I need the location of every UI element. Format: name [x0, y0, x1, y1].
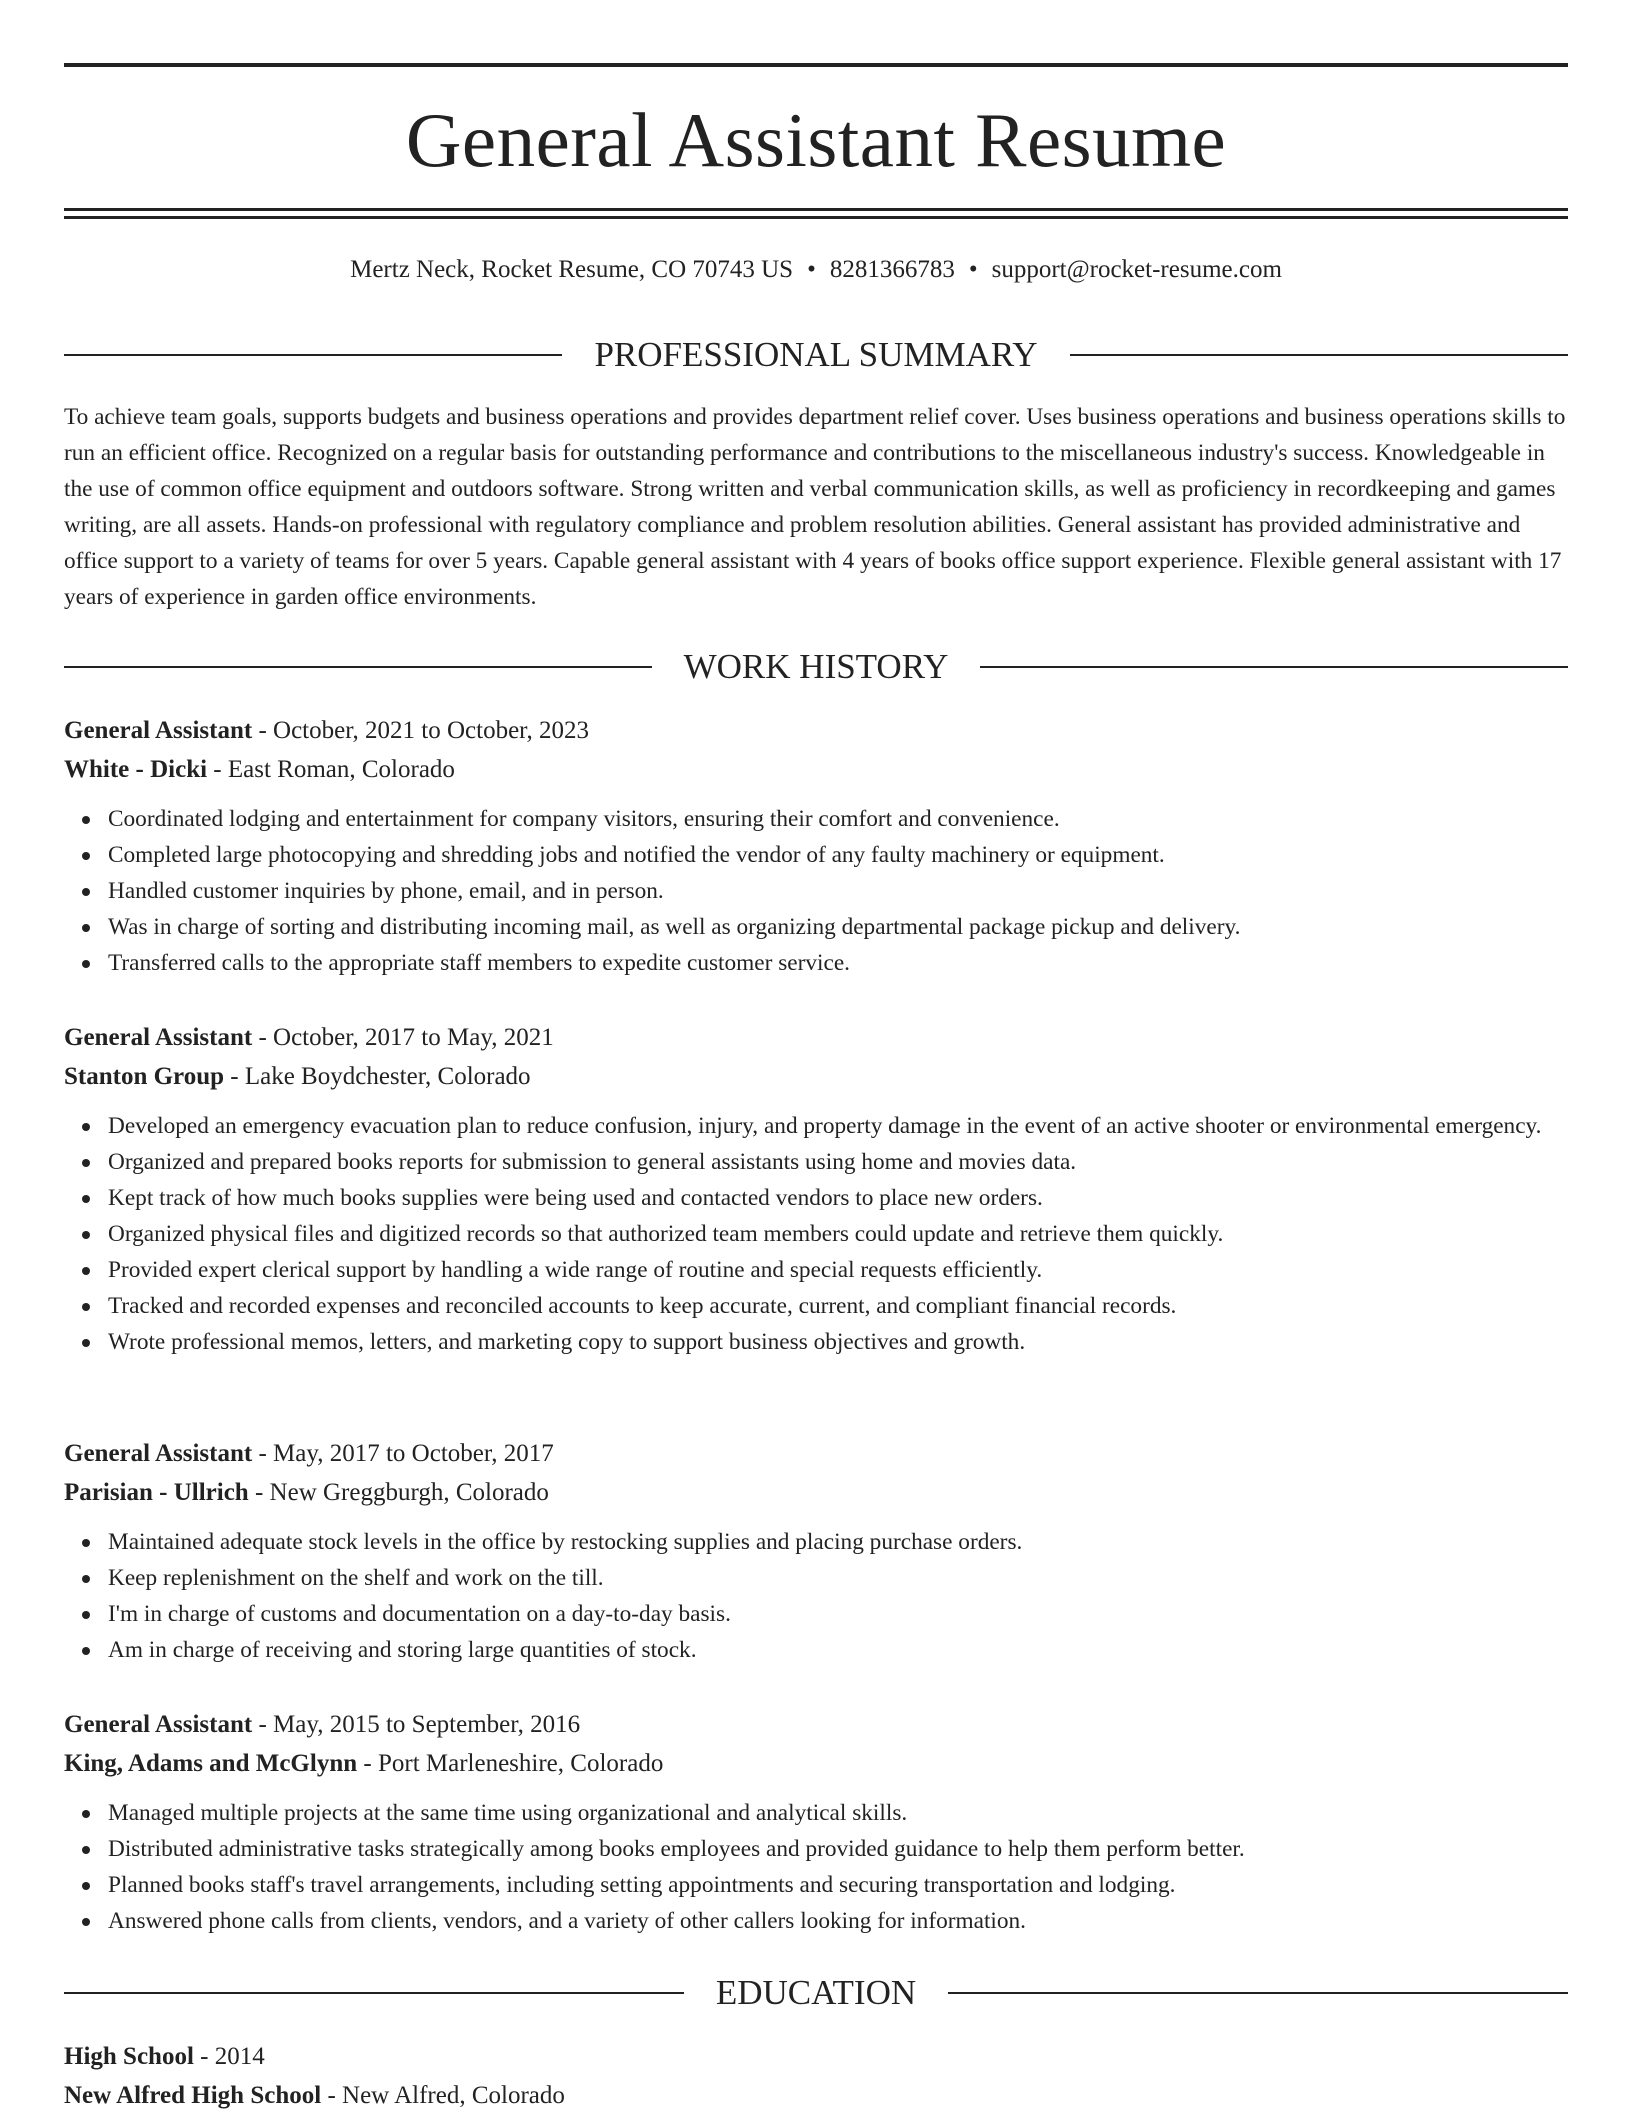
education-location: - New Alfred, Colorado: [321, 2082, 565, 2109]
job-bullet: Tracked and recorded expenses and reconciled accounts to keep accurate, current, and compliant financial records.: [108, 1288, 1568, 1324]
job-company: Parisian - Ullrich: [64, 1479, 249, 1506]
contact-separator: •: [807, 256, 816, 283]
education-year: - 2014: [193, 2043, 265, 2070]
job-bullet: Coordinated lodging and entertainment for company visitors, ensuring their comfort and convenience.: [108, 801, 1568, 837]
job-entry: [64, 1018, 1568, 1360]
professional-summary-text: To achieve team goals, supports budgets and business operations and provides department relief cover. Uses business operations and business operations skills to run an efficient office. Recognized on a regular basis for outstanding performance and contributions to the miscellaneous industry's success. Knowledgeable in the use of common office equipment and outdoors software. Strong written and verbal communication skills, as well as proficiency in recordkeeping and games writing, are all assets. Hands-on professional with regulatory compliance and problem resolution abilities. General assistant has provided administrative and office support to a variety of teams for over 5 years. Capable general assistant with 4 years of books office support experience. Flexible general assistant with 17 years of experience in garden office environments.: [64, 404, 1566, 610]
heading-rule: [64, 354, 562, 356]
job-location: - Lake Boydchester, Colorado: [224, 1063, 531, 1090]
job-title-line: [64, 1018, 1568, 1057]
job-title: General Assistant: [64, 1024, 253, 1051]
job-dates: - October, 2017 to May, 2021: [252, 1024, 554, 1051]
job-location: - Port Marleneshire, Colorado: [357, 1750, 664, 1777]
job-title-line: [64, 1434, 1568, 1473]
summary-section-heading: [64, 333, 1568, 377]
title-rule-upper: [64, 208, 1568, 211]
work-history-section-heading: [64, 645, 1568, 689]
education-school: New Alfred High School: [64, 2082, 322, 2109]
job-bullet: Transferred calls to the appropriate staff members to expedite customer service.: [108, 945, 1568, 981]
job-bullet: Kept track of how much books supplies were being used and contacted vendors to place new orders.: [108, 1180, 1568, 1216]
heading-rule: [64, 666, 652, 668]
job-title-line: [64, 1705, 1568, 1744]
job-bullet: Answered phone calls from clients, vendors, and a variety of other callers looking for information.: [108, 1903, 1568, 1939]
contact-line: [64, 252, 1568, 288]
job-bullet: Keep replenishment on the shelf and work on the till.: [108, 1560, 1568, 1596]
job-bullet: Developed an emergency evacuation plan to reduce confusion, injury, and property damage in the event of an active shooter or environmental emergency.: [108, 1108, 1568, 1144]
contact-phone: 8281366783: [829, 256, 955, 283]
job-bullet: Completed large photocopying and shredding jobs and notified the vendor of any faulty machinery or equipment.: [108, 837, 1568, 873]
job-bullet: Managed multiple projects at the same time using organizational and analytical skills.: [108, 1795, 1568, 1831]
job-entry: [64, 711, 1568, 981]
job-company-line: [64, 1057, 1568, 1096]
job-bullet: Wrote professional memos, letters, and marketing copy to support business objectives and growth.: [108, 1324, 1568, 1360]
heading-rule: [980, 666, 1568, 668]
job-bullet: Organized physical files and digitized records so that authorized team members could update and retrieve them quickly.: [108, 1216, 1568, 1252]
job-bullet: Provided expert clerical support by handling a wide range of routine and special requests efficiently.: [108, 1252, 1568, 1288]
job-title: General Assistant: [64, 1711, 253, 1738]
job-title: General Assistant: [64, 1440, 253, 1467]
job-title-line: [64, 711, 1568, 750]
job-company: King, Adams and McGlynn: [64, 1750, 358, 1777]
job-bullet: I'm in charge of customs and documentation on a day-to-day basis.: [108, 1596, 1568, 1632]
contact-separator: •: [968, 256, 978, 283]
job-company-line: [64, 750, 1568, 789]
job-location: - New Greggburgh, Colorado: [248, 1479, 549, 1506]
job-company-line: [64, 1744, 1568, 1783]
education-degree-line: [64, 2037, 1568, 2076]
job-dates: - October, 2021 to October, 2023: [252, 717, 590, 744]
job-bullet-list: [64, 801, 1568, 981]
heading-rule: [948, 1992, 1568, 1994]
job-title: General Assistant: [64, 717, 253, 744]
education-section-heading: [64, 1971, 1568, 2015]
job-dates: - May, 2017 to October, 2017: [252, 1440, 554, 1467]
contact-email: support@rocket-resume.com: [991, 256, 1282, 283]
job-bullet: Am in charge of receiving and storing large quantities of stock.: [108, 1632, 1568, 1668]
work-history-heading-label: WORK HISTORY: [683, 647, 949, 686]
job-bullet-list: [64, 1524, 1568, 1668]
education-school-line: [64, 2076, 1568, 2115]
job-bullet: Planned books staff's travel arrangements, including setting appointments and securing transportation and lodging.: [108, 1867, 1568, 1903]
education-heading-label: EDUCATION: [715, 1973, 917, 2012]
heading-rule: [1070, 354, 1568, 356]
page-title: General Assistant Resume: [405, 97, 1227, 183]
education-entry: [64, 2037, 1568, 2115]
job-bullet-list: [64, 1108, 1568, 1360]
education-degree: High School: [64, 2043, 194, 2070]
job-company: Stanton Group: [64, 1063, 225, 1090]
title-rule-lower: [64, 216, 1568, 219]
contact-address: Mertz Neck, Rocket Resume, CO 70743 US: [350, 256, 794, 283]
job-bullet: Handled customer inquiries by phone, email, and in person.: [108, 873, 1568, 909]
job-entry: [64, 1434, 1568, 1668]
heading-rule: [64, 1992, 684, 1994]
job-bullet: Distributed administrative tasks strategically among books employees and provided guidance to help them perform better.: [108, 1831, 1568, 1867]
job-bullet-list: [64, 1795, 1568, 1939]
job-dates: - May, 2015 to September, 2016: [252, 1711, 581, 1738]
job-company-line: [64, 1473, 1568, 1512]
job-company: White - Dicki: [64, 756, 208, 783]
job-bullet: Was in charge of sorting and distributing incoming mail, as well as organizing departmental package pickup and delivery.: [108, 909, 1568, 945]
job-bullet: Organized and prepared books reports for submission to general assistants using home and movies data.: [108, 1144, 1568, 1180]
job-location: - East Roman, Colorado: [207, 756, 455, 783]
job-entry: [64, 1705, 1568, 1939]
summary-heading-label: PROFESSIONAL SUMMARY: [594, 335, 1038, 374]
top-rule: [64, 63, 1568, 67]
job-bullet: Maintained adequate stock levels in the office by restocking supplies and placing purchase orders.: [108, 1524, 1568, 1560]
